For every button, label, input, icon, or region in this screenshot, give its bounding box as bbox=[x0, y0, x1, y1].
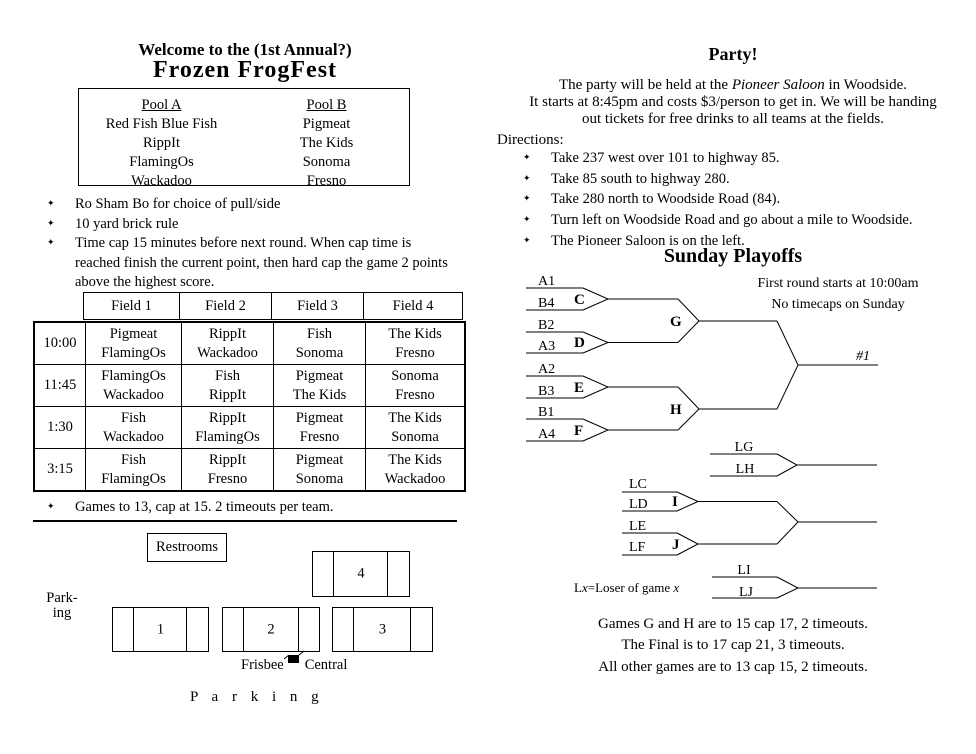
rules-list bbox=[40, 195, 448, 293]
game-cell bbox=[86, 365, 182, 407]
party-text: in Woodside. bbox=[824, 77, 908, 93]
direction-item bbox=[516, 189, 956, 210]
game-label: E bbox=[574, 380, 585, 396]
team-name: Fresno bbox=[306, 173, 347, 189]
game-cell bbox=[366, 322, 466, 365]
welcome-heading: Welcome to the (1st Annual?) bbox=[138, 40, 352, 59]
loser-seed-label: LJ bbox=[739, 585, 753, 600]
field-3-header: Field 3 bbox=[272, 293, 364, 320]
field-1-header: Field 1 bbox=[84, 293, 180, 320]
champion-label: #1 bbox=[856, 349, 870, 364]
parking-side-line1: Park- bbox=[46, 590, 78, 606]
direction-item bbox=[516, 148, 956, 169]
team-line: Sonoma bbox=[391, 367, 439, 384]
field-2 bbox=[222, 607, 320, 652]
bullet-icon: ✦ bbox=[523, 173, 531, 184]
team-line: Fish bbox=[121, 409, 146, 426]
schedule-row bbox=[34, 322, 465, 365]
time-cell: 3:15 bbox=[34, 449, 86, 492]
game-cell bbox=[274, 365, 366, 407]
team-line: The Kids bbox=[388, 325, 442, 342]
loser-seed-label: LE bbox=[629, 519, 647, 534]
party-line bbox=[490, 77, 976, 94]
pool-b-header: Pool B bbox=[306, 97, 347, 113]
pool-a-header: Pool A bbox=[141, 97, 182, 113]
time-cell: 10:00 bbox=[34, 322, 86, 365]
loser-seed-label: LI bbox=[737, 563, 751, 578]
team-name: FlamingOs bbox=[129, 154, 194, 170]
direction-text: Turn left on Woodside Road and go about a mile to Woodside. bbox=[551, 212, 913, 229]
schedule-row bbox=[34, 449, 465, 492]
pools-box bbox=[78, 88, 410, 189]
central-text: Central bbox=[304, 657, 348, 673]
game-cell bbox=[182, 407, 274, 449]
team-line: Fish bbox=[121, 451, 146, 468]
team-line: The Kids bbox=[388, 451, 442, 468]
game-cell bbox=[274, 407, 366, 449]
team-line: FlamingOs bbox=[101, 367, 166, 384]
rule-item bbox=[40, 234, 448, 293]
game-label: D bbox=[574, 335, 585, 351]
team-line: RippIt bbox=[208, 325, 247, 342]
no-timecaps-note: No timecaps on Sunday bbox=[771, 297, 905, 312]
team-line: RippIt bbox=[208, 386, 247, 403]
bullet-icon: ✦ bbox=[47, 199, 55, 209]
pool-b-column bbox=[244, 89, 409, 189]
first-round-note: First round starts at 10:00am bbox=[757, 276, 919, 291]
playoffs-heading: Sunday Playoffs bbox=[663, 245, 803, 267]
pioneer-saloon-italic: Pioneer Saloon bbox=[731, 77, 825, 93]
bracket-legend: Lx=Loser of game x bbox=[574, 580, 680, 595]
bullet-icon: ✦ bbox=[523, 194, 531, 205]
team-name: Red Fish Blue Fish bbox=[105, 116, 218, 132]
team-line: Fresno bbox=[395, 344, 435, 361]
game-label: F bbox=[574, 423, 584, 439]
party-text: The party will be held at the bbox=[558, 77, 732, 93]
field-3-label: 3 bbox=[378, 621, 387, 637]
loser-seed-label: LF bbox=[629, 540, 646, 555]
party-line: out tickets for free drinks to all teams at the fields. bbox=[582, 110, 884, 127]
games-note-text: Games to 13, cap at 15. 2 timeouts per team. bbox=[75, 499, 334, 515]
team-name: Sonoma bbox=[302, 154, 351, 170]
team-line: Sonoma bbox=[295, 470, 344, 487]
field-3 bbox=[332, 607, 433, 652]
seed-label: A3 bbox=[538, 339, 556, 354]
game-label: G bbox=[670, 314, 682, 330]
restrooms-label: Restrooms bbox=[155, 539, 219, 555]
field-1-label: 1 bbox=[156, 621, 165, 637]
game-cell bbox=[182, 449, 274, 492]
bullet-icon: ✦ bbox=[523, 215, 531, 226]
team-line: The Kids bbox=[388, 409, 442, 426]
direction-text: Take 85 south to highway 280. bbox=[551, 170, 730, 187]
game-cell bbox=[366, 449, 466, 492]
direction-text: The Pioneer Saloon is on the left. bbox=[551, 232, 745, 249]
game-label: C bbox=[574, 292, 585, 308]
game-label: J bbox=[672, 537, 680, 553]
directions-list bbox=[516, 148, 956, 252]
team-line: FlamingOs bbox=[101, 470, 166, 487]
field-1 bbox=[112, 607, 209, 652]
game-cell bbox=[86, 449, 182, 492]
rule-text: Ro Sham Bo for choice of pull/side bbox=[75, 196, 281, 212]
team-name: Pigmeat bbox=[302, 116, 351, 132]
bullet-icon: ✦ bbox=[523, 153, 531, 163]
game-cell bbox=[86, 322, 182, 365]
field-4-header: Field 4 bbox=[364, 293, 463, 320]
rule-text: Time cap 15 minutes before next round. When cap time is reached finish the current point, then hard cap the game 2 points above the highest score. bbox=[75, 235, 448, 290]
team-line: Wackadoo bbox=[103, 386, 164, 403]
team-line: Sonoma bbox=[391, 428, 439, 445]
field-2-header: Field 2 bbox=[180, 293, 272, 320]
frisbee-central-label bbox=[241, 657, 347, 674]
schedule-corner-cell bbox=[33, 293, 84, 320]
field-4 bbox=[312, 551, 410, 597]
rule-item bbox=[40, 215, 448, 235]
note-line: All other games are to 13 cap 15, 2 timeouts. bbox=[598, 658, 868, 675]
schedule-row bbox=[34, 365, 465, 407]
frisbee-text: Frisbee bbox=[241, 657, 284, 673]
game-label: I bbox=[672, 494, 678, 510]
restrooms-box bbox=[147, 533, 227, 562]
seed-label: B1 bbox=[538, 405, 555, 420]
team-line: Fresno bbox=[395, 386, 435, 403]
team-line: Fresno bbox=[207, 470, 248, 487]
game-cell bbox=[366, 365, 466, 407]
game-cell bbox=[86, 407, 182, 449]
frisbee-central-marker bbox=[284, 650, 304, 665]
game-cell bbox=[274, 449, 366, 492]
directions-label: Directions: bbox=[497, 132, 564, 148]
seed-label: B2 bbox=[538, 318, 555, 333]
team-line: Fish bbox=[215, 367, 240, 384]
loser-seed-label: LC bbox=[629, 477, 647, 492]
team-line: Wackadoo bbox=[197, 344, 258, 361]
games-note-item bbox=[40, 498, 460, 518]
loser-seed-label: LH bbox=[735, 462, 755, 477]
loser-seed-label: LD bbox=[629, 497, 648, 512]
field-2-label: 2 bbox=[267, 621, 275, 637]
team-line: Pigmeat bbox=[295, 409, 344, 426]
playoff-game-notes bbox=[490, 614, 976, 678]
team-name: The Kids bbox=[299, 135, 354, 151]
seed-label: B3 bbox=[538, 384, 555, 399]
party-paragraph bbox=[490, 77, 976, 127]
bullet-icon: ✦ bbox=[47, 218, 55, 229]
party-heading: Party! bbox=[708, 44, 758, 64]
team-line: Pigmeat bbox=[295, 367, 344, 384]
game-cell bbox=[366, 407, 466, 449]
divider-rule bbox=[33, 520, 457, 522]
rule-item bbox=[40, 195, 448, 215]
bullet-icon: ✦ bbox=[523, 235, 531, 246]
note-line: Games G and H are to 15 cap 17, 2 timeouts. bbox=[598, 616, 868, 632]
team-line: FlamingOs bbox=[101, 344, 166, 361]
bullet-icon: ✦ bbox=[47, 238, 55, 248]
parking-side-line2: ing bbox=[52, 605, 72, 621]
team-line: Wackadoo bbox=[384, 470, 446, 487]
team-name: RippIt bbox=[142, 135, 181, 151]
team-line: RippIt bbox=[208, 409, 247, 426]
playoff-bracket bbox=[490, 268, 976, 618]
team-line: Sonoma bbox=[295, 344, 344, 361]
event-title: Frozen FrogFest bbox=[152, 57, 338, 83]
time-cell: 11:45 bbox=[34, 365, 86, 407]
team-line: FlamingOs bbox=[195, 428, 260, 445]
game-cell bbox=[182, 322, 274, 365]
schedule-row bbox=[34, 407, 465, 449]
field-4-label: 4 bbox=[357, 565, 365, 582]
team-line: Pigmeat bbox=[109, 325, 158, 342]
team-line: Wackadoo bbox=[103, 428, 164, 445]
game-cell bbox=[182, 365, 274, 407]
direction-text: Take 280 north to Woodside Road (84). bbox=[551, 191, 781, 208]
seed-label: A2 bbox=[538, 362, 556, 377]
direction-item bbox=[516, 210, 956, 231]
team-line: The Kids bbox=[292, 386, 347, 403]
team-line: Fish bbox=[307, 325, 332, 342]
games-note-list bbox=[40, 498, 460, 518]
time-cell: 1:30 bbox=[34, 407, 86, 449]
bullet-icon: ✦ bbox=[47, 502, 55, 512]
pool-a-column bbox=[79, 89, 244, 189]
game-label: H bbox=[670, 402, 682, 418]
team-name: Wackadoo bbox=[131, 173, 192, 189]
direction-item bbox=[516, 169, 956, 190]
schedule-table bbox=[33, 321, 466, 492]
game-cell bbox=[274, 322, 366, 365]
seed-label: A1 bbox=[538, 274, 556, 289]
seed-label: A4 bbox=[538, 427, 556, 442]
schedule-header-table bbox=[33, 292, 463, 320]
parking-bottom-label: P a r k i n g bbox=[190, 689, 324, 705]
parking-side-label bbox=[38, 591, 86, 621]
team-line: Fresno bbox=[299, 428, 340, 445]
team-line: RippIt bbox=[208, 451, 247, 468]
rule-text: 10 yard brick rule bbox=[75, 215, 179, 232]
team-line: Pigmeat bbox=[295, 451, 344, 468]
loser-seed-label: LG bbox=[734, 440, 754, 455]
direction-text: Take 237 west over 101 to highway 85. bbox=[551, 150, 780, 166]
note-line: The Final is to 17 cap 21, 3 timeouts. bbox=[621, 637, 845, 654]
party-line: It starts at 8:45pm and costs $3/person to get in. We will be handing bbox=[529, 93, 937, 110]
seed-label: B4 bbox=[538, 296, 555, 311]
